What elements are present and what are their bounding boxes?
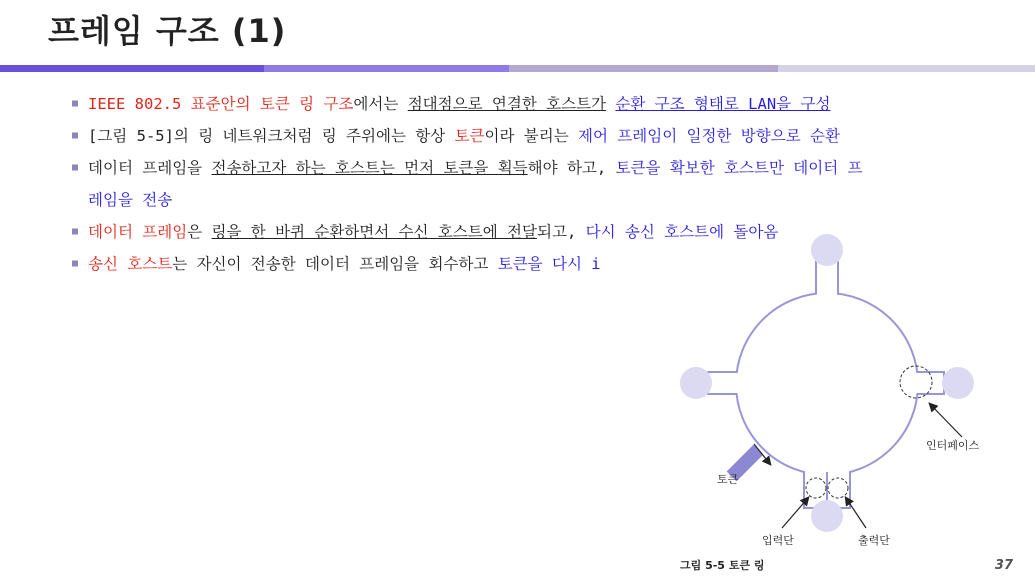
host-node-left — [680, 367, 712, 399]
page-number: 37 — [994, 558, 1013, 573]
figure-caption-text: 토큰 링 — [728, 559, 765, 572]
title-divider-segment — [0, 65, 264, 72]
figure-caption — [679, 558, 765, 572]
bullet-text: 해야 하고, — [527, 159, 616, 177]
token-ring-diagram — [670, 232, 990, 577]
page-title: 프레임 구조 (1) — [48, 12, 287, 50]
bullet-square-icon: ■ — [72, 258, 79, 269]
ring-circle — [736, 293, 918, 475]
bullet-square-icon: ■ — [72, 98, 79, 109]
bullet-text-highlight: 표준안의 토큰 링 구조 — [190, 95, 354, 113]
host-node-bottom — [811, 500, 843, 532]
bullet-text-underlined: 전송하고자 하는 호스트는 먼저 토큰을 획득 — [211, 159, 528, 177]
label-interface: 인터페이스 — [926, 439, 980, 452]
bullet-text: 은 — [187, 223, 212, 241]
bullet-text-highlight: 순환 구조 형태로 LAN을 구성 — [615, 95, 831, 113]
bullet-text: 되고, — [537, 223, 586, 241]
label-output: 출력단 — [858, 534, 890, 547]
title-divider-segment — [264, 65, 509, 72]
bullet-text: 이라 불리는 — [484, 127, 579, 145]
bullet-text-highlight: 데이터 프레임 — [88, 223, 188, 241]
bullet-text: 는 자신이 전송한 데이터 프레임을 회수하고 — [172, 255, 498, 273]
input-arrow — [782, 498, 808, 528]
bullet-text-highlight: 토큰 — [454, 127, 485, 145]
bullet-item — [72, 120, 997, 152]
bullet-text — [606, 95, 615, 113]
bullet-square-icon: ■ — [72, 226, 79, 237]
bullet-text-highlight: 토큰을 다시 i — [497, 255, 601, 273]
bullet-text-highlight: 레임을 전송 — [88, 191, 173, 209]
bullet-text-highlight: 송신 호스트 — [88, 255, 173, 273]
bullet-square-icon: ■ — [72, 162, 79, 173]
title-divider-segment — [509, 65, 778, 72]
bullet-text: 데이터 프레임을 — [88, 159, 212, 177]
label-token: 토큰 — [717, 473, 739, 486]
bullet-text-highlight: 제어 프레임이 일정한 방향으로 순환 — [578, 127, 840, 145]
bullet-square-icon: ■ — [72, 130, 79, 141]
bullet-item — [72, 88, 997, 120]
bullet-text-highlight: 토큰을 확보한 호스트만 데이터 프 — [615, 159, 863, 177]
bullet-text: IEEE 802.5 — [88, 95, 191, 113]
title-divider-segment — [778, 65, 1035, 72]
bullet-text-underlined: 링을 한 바퀴 순환하면서 수신 호스트에 전달 — [211, 223, 537, 241]
bullet-item — [72, 152, 997, 216]
interface-arrow — [930, 404, 962, 437]
label-input: 입력단 — [762, 534, 794, 547]
bullet-text-underlined: 점대점으로 연결한 호스트가 — [407, 95, 607, 113]
host-node-right — [942, 367, 974, 399]
bullet-text: 에서는 — [353, 95, 408, 113]
bullet-text: [그림 5-5]의 링 네트워크처럼 링 주위에는 항상 — [88, 127, 455, 145]
host-node-top — [811, 234, 843, 266]
output-arrow — [846, 498, 866, 528]
bullet-text-highlight: 다시 송신 호스트에 돌아옴 — [585, 223, 779, 241]
figure-caption-number: 그림 5-5 — [680, 559, 725, 572]
